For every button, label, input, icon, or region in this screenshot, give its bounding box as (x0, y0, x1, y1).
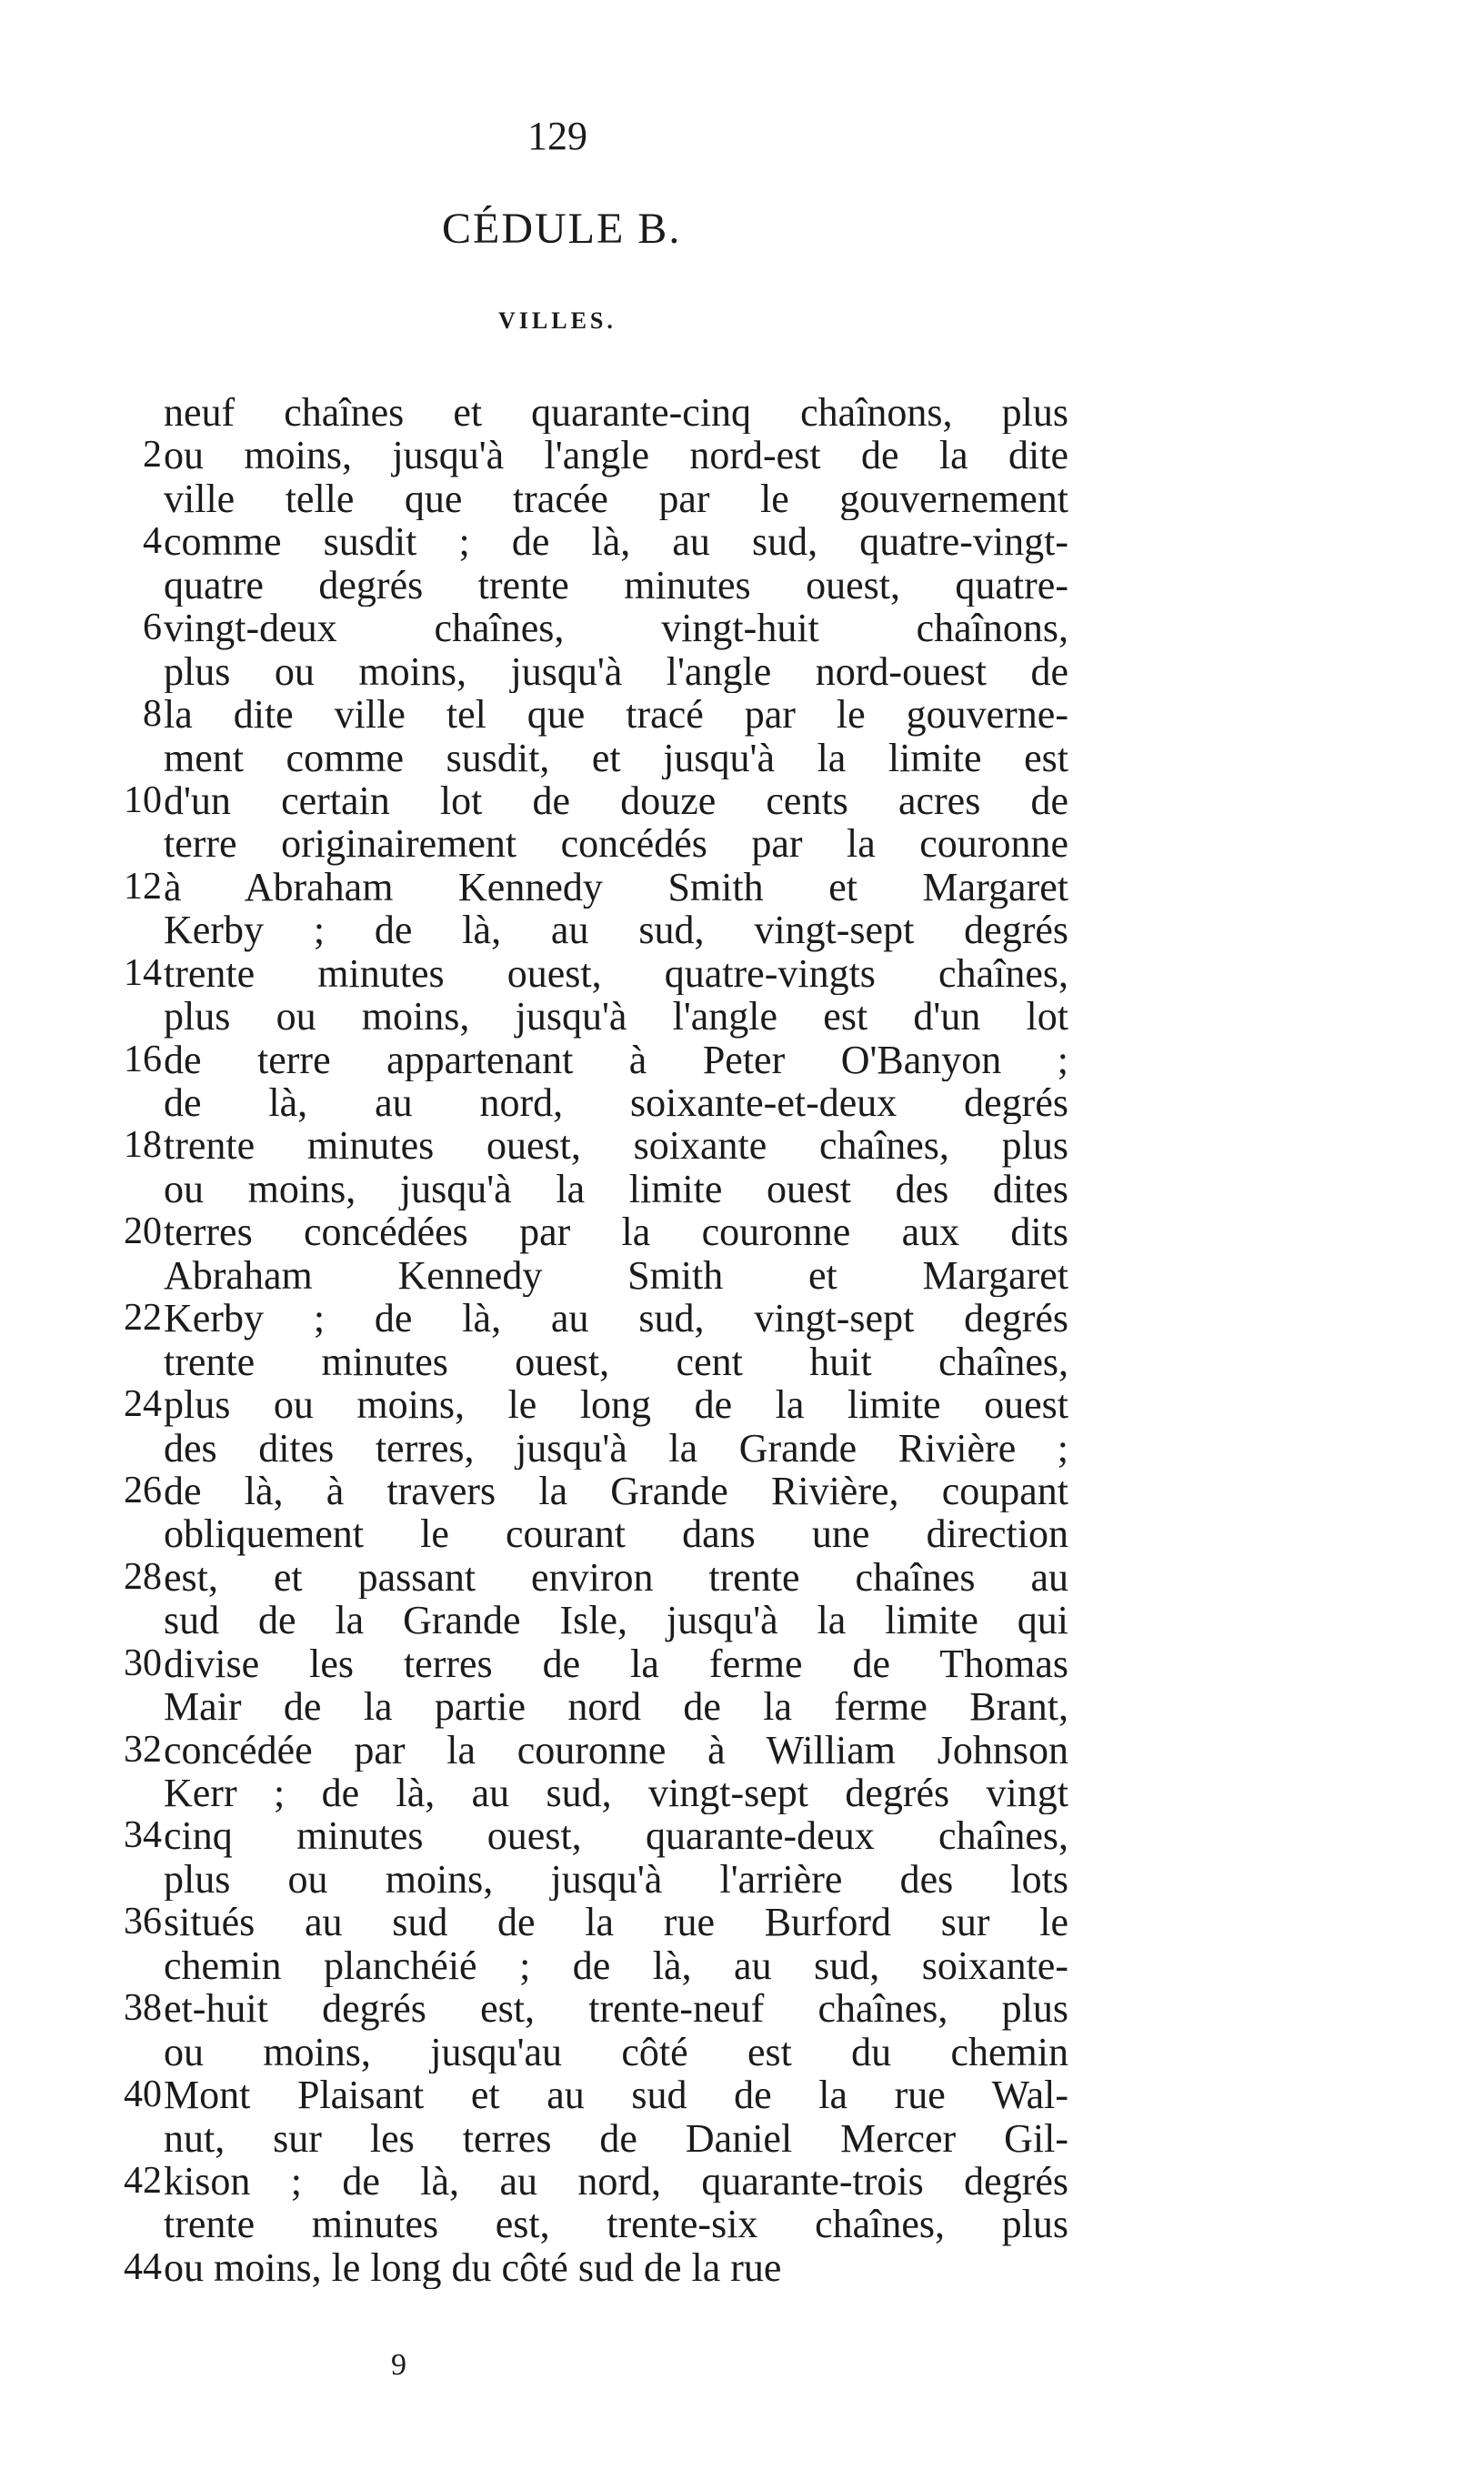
line-number: 6 (143, 607, 162, 649)
line-text: neuf chaînes et quarante-cinq chaînons, plus (164, 391, 1068, 435)
text-line (120, 434, 1068, 477)
line-text: Kerby ; de là, au sud, vingt-sept degrés (164, 909, 1068, 952)
line-text: trente minutes ouest, cent huit chaînes, (164, 1340, 1068, 1384)
line-text: Abraham Kennedy Smith et Margaret (164, 1253, 1068, 1298)
line-text: à Abraham Kennedy Smith et Margaret (164, 865, 1068, 909)
text-line (120, 1426, 1068, 1470)
line-text: divise les terres de la ferme de Thomas (164, 1642, 1068, 1686)
text-line (120, 1728, 1068, 1772)
text-line (120, 649, 1068, 694)
line-text: Kerr ; de là, au sud, vingt-sept degrés vingt (164, 1772, 1068, 1815)
line-number: 28 (124, 1555, 162, 1598)
text-line (120, 1167, 1068, 1211)
line-text: vingt-deux chaînes, vingt-huit chaînons, (164, 607, 1068, 650)
line-text: sud de la Grande Isle, jusqu'à la limite qui (164, 1599, 1068, 1642)
line-number: 32 (124, 1728, 162, 1771)
text-line (120, 2159, 1068, 2204)
line-text: nut, sur les terres de Daniel Mercer Gil- (164, 2116, 1068, 2160)
text-line (120, 736, 1068, 779)
line-text: ou moins, jusqu'à l'angle nord-est de la dite (164, 434, 1068, 477)
text-line (120, 563, 1068, 607)
text-line (120, 2203, 1068, 2246)
line-text: comme susdit ; de là, au sud, quatre-vingt- (164, 520, 1068, 564)
text-line (120, 1253, 1068, 1298)
line-text: de là, à travers la Grande Rivière, coupant (164, 1469, 1068, 1513)
line-text: des dites terres, jusqu'à la Grande Rivière ; (164, 1426, 1068, 1470)
line-number: 34 (124, 1814, 162, 1857)
line-text: ou moins, jusqu'au côté est du chemin (164, 2030, 1068, 2074)
line-text: quatre degrés trente minutes ouest, quatre- (164, 563, 1068, 607)
line-text: Kerby ; de là, au sud, vingt-sept degrés (164, 1297, 1068, 1340)
line-text: concédée par la couronne à William Johnson (164, 1728, 1068, 1772)
text-line (120, 607, 1068, 650)
line-text: trente minutes ouest, quatre-vingts chaînes, (164, 951, 1068, 996)
line-number: 14 (124, 951, 162, 994)
line-number: 30 (124, 1642, 162, 1684)
line-text: ou moins, jusqu'à la limite ouest des dites (164, 1167, 1068, 1211)
text-line (120, 391, 1068, 435)
text-line (120, 909, 1068, 952)
text-line (120, 995, 1068, 1039)
line-text: et-huit degrés est, trente-neuf chaînes, plus (164, 1987, 1068, 2031)
line-text: d'un certain lot de douze cents acres de (164, 778, 1068, 823)
text-line (120, 1943, 1068, 1988)
body-text (120, 391, 1068, 2290)
line-text: ou moins, le long du côté sud de la rue (164, 2245, 782, 2290)
text-line (120, 865, 1068, 909)
line-number: 40 (124, 2073, 162, 2116)
text-line (120, 477, 1068, 521)
text-line (120, 1555, 1068, 1600)
line-number: 24 (124, 1383, 162, 1426)
text-line (120, 1814, 1068, 1858)
line-text: plus ou moins, jusqu'à l'angle nord-ouest de (164, 649, 1068, 694)
line-number: 16 (124, 1038, 162, 1080)
signature-mark: 9 (391, 2348, 406, 2382)
line-text: plus ou moins, jusqu'à l'arrière des lots (164, 1857, 1068, 1902)
text-line (120, 1857, 1068, 1902)
line-text: kison ; de là, au nord, quarante-trois degrés (164, 2159, 1068, 2204)
line-number: 2 (143, 434, 162, 477)
text-line (120, 1038, 1068, 1082)
line-text: de là, au nord, soixante-et-deux degrés (164, 1081, 1068, 1125)
text-line (120, 1124, 1068, 1168)
line-number: 20 (124, 1210, 162, 1253)
line-text: plus ou moins, jusqu'à l'angle est d'un lot (164, 995, 1068, 1039)
line-text: obliquement le courant dans une direction (164, 1512, 1068, 1556)
line-number: 44 (124, 2245, 162, 2288)
line-text: chemin planchéié ; de là, au sud, soixante- (164, 1943, 1068, 1988)
line-number: 18 (124, 1124, 162, 1167)
line-text: ville telle que tracée par le gouvernement (164, 477, 1068, 521)
text-line (120, 2030, 1068, 2074)
line-number: 26 (124, 1469, 162, 1511)
line-text: situés au sud de la rue Burford sur le (164, 1901, 1068, 1944)
line-text: trente minutes ouest, soixante chaînes, plus (164, 1124, 1068, 1168)
line-text: Mair de la partie nord de la ferme Brant, (164, 1685, 1068, 1729)
text-line (120, 693, 1068, 737)
line-number: 4 (143, 520, 162, 563)
line-text: terre originairement concédés par la couronne (164, 822, 1068, 866)
line-number: 10 (124, 778, 162, 821)
page-number: 129 (527, 114, 587, 158)
text-line (120, 822, 1068, 866)
line-text: trente minutes est, trente-six chaînes, plus (164, 2203, 1068, 2246)
text-line (120, 1685, 1068, 1729)
line-number: 8 (143, 693, 162, 736)
line-number: 12 (124, 865, 162, 908)
text-line (120, 2116, 1068, 2160)
text-line (120, 520, 1068, 564)
line-number: 36 (124, 1901, 162, 1943)
text-line (120, 1512, 1068, 1556)
section-subheading: VILLES. (498, 307, 617, 334)
text-line (120, 1210, 1068, 1254)
line-text: Mont Plaisant et au sud de la rue Wal- (164, 2073, 1068, 2117)
line-number: 22 (124, 1297, 162, 1340)
text-line (120, 778, 1068, 823)
text-line (120, 1642, 1068, 1686)
text-line (120, 2246, 957, 2289)
text-line (120, 1901, 1068, 1944)
schedule-heading: CÉDULE B. (442, 205, 682, 253)
text-line (120, 1599, 1068, 1642)
line-number: 42 (124, 2159, 162, 2202)
line-text: ment comme susdit, et jusqu'à la limite est (164, 736, 1068, 779)
text-line (120, 1772, 1068, 1815)
text-line (120, 1383, 1068, 1427)
text-line (120, 1081, 1068, 1125)
text-line (120, 2073, 1068, 2117)
text-line (120, 1987, 1068, 2031)
text-line (120, 951, 1068, 996)
line-text: la dite ville tel que tracé par le gouverne- (164, 693, 1068, 737)
line-text: plus ou moins, le long de la limite ouest (164, 1383, 1068, 1427)
text-line (120, 1469, 1068, 1513)
text-line (120, 1340, 1068, 1384)
line-text: est, et passant environ trente chaînes au (164, 1555, 1068, 1600)
line-text: terres concédées par la couronne aux dits (164, 1210, 1068, 1254)
line-text: de terre appartenant à Peter O'Banyon ; (164, 1038, 1068, 1082)
line-text: cinq minutes ouest, quarante-deux chaînes, (164, 1814, 1068, 1858)
line-number: 38 (124, 1987, 162, 2030)
text-line (120, 1297, 1068, 1340)
